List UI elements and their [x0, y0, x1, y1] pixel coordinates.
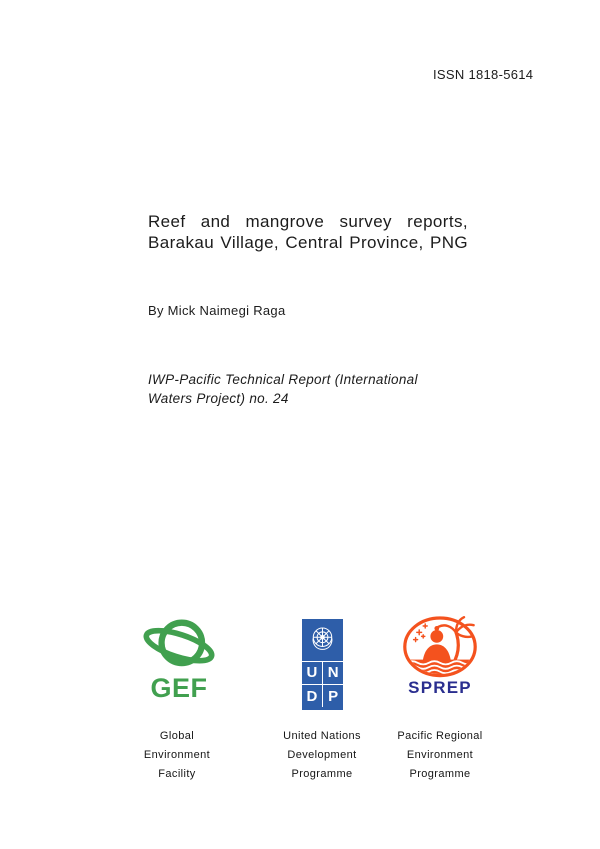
island-person-palm-icon	[400, 613, 480, 679]
undp-org-line-2: Development	[287, 749, 357, 761]
gef-org-line-1: Global	[159, 730, 195, 742]
undp-logo	[302, 619, 343, 710]
undp-org-line-3: Programme	[291, 768, 353, 780]
undp-letter-n: N	[323, 662, 343, 684]
gef-org-line-3: Facility	[158, 768, 196, 780]
sprep-org-line-1: Pacific Regional	[397, 730, 483, 742]
sprep-org-line-2: Environment	[406, 749, 474, 761]
undp-org-caption	[257, 727, 387, 784]
undp-letter-d: D	[302, 685, 322, 707]
sprep-logo	[398, 613, 482, 696]
un-emblem-svg	[309, 626, 336, 653]
sprep-person	[422, 626, 451, 664]
gef-org-line-2: Environment	[143, 749, 211, 761]
undp-letter-p: P	[323, 685, 343, 707]
globe-with-ring-icon	[142, 615, 216, 675]
report-title	[148, 211, 468, 253]
undp-org-line-1: United Nations	[283, 730, 361, 742]
author-byline: By Mick Naimegi Raga	[148, 303, 286, 318]
gef-wordmark: GEF	[150, 673, 208, 703]
report-title-line-2: Barakau Village, Central Province, PNG	[148, 233, 468, 252]
undp-letter-grid	[302, 661, 343, 707]
gef-logo	[142, 615, 216, 702]
sprep-wordmark: SPREP	[408, 678, 472, 697]
issn-number: ISSN 1818-5614	[433, 67, 534, 82]
sprep-org-line-3: Programme	[409, 768, 471, 780]
report-series-line-2: Waters Project) no. 24	[148, 391, 289, 406]
report-series-line-1: IWP-Pacific Technical Report (International	[148, 372, 418, 387]
report-series	[148, 370, 418, 408]
report-title-line-1: Reef and mangrove survey reports,	[148, 212, 468, 231]
undp-letter-u: U	[302, 662, 322, 684]
sprep-org-caption	[373, 727, 507, 784]
gef-org-caption	[112, 727, 242, 784]
un-emblem-icon	[302, 619, 343, 661]
